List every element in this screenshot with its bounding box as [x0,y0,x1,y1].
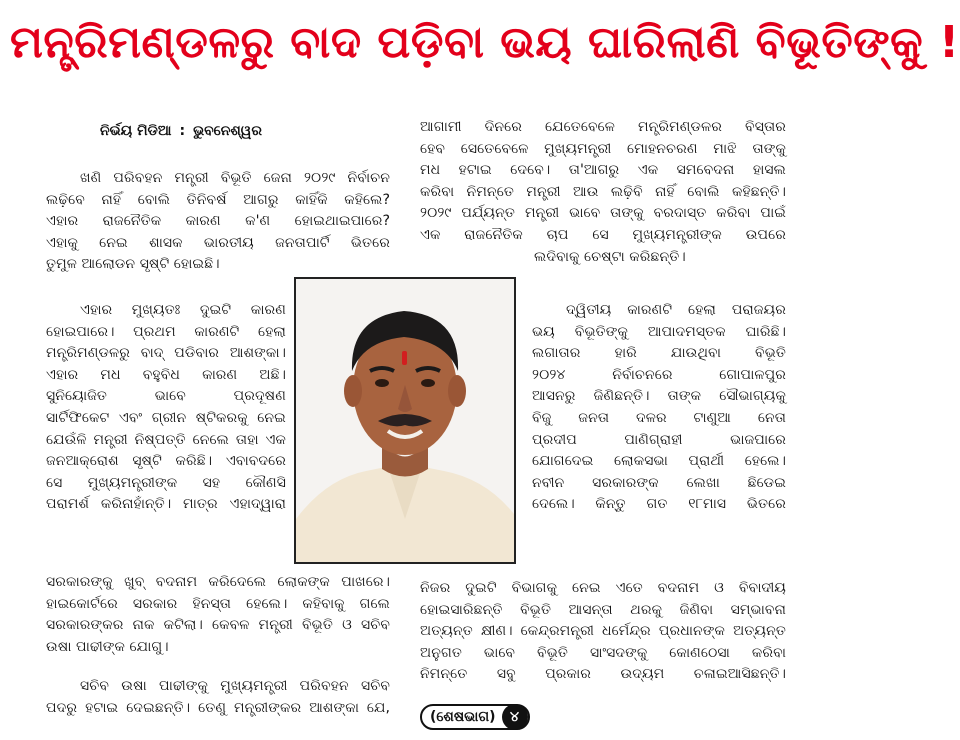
article-line: ନବୀନ ସରକାରଙ୍କ ଲେଖା ଛିଡେଇ [532,474,786,491]
article-line: ଖଣି ପରିବହନ ମନ୍ତ୍ରୀ ବିଭୂତି ଜେନା ୨୦୨୯ ନିର୍ବାଚନ [80,170,390,186]
article-line: ସରକାରଙ୍କୁ ଖୁବ୍ ବଦନାମ କରିଦେଲେ ଲୋକଙ୍କ ପାଖରେ। [46,574,390,590]
article-line: ହାଇକୋର୍ଟରେ ସରକାର ହିନସ୍ତା ହେଲେ। କହିବାକୁ ଗଲେ [46,595,390,612]
continued-page: ୪ [502,704,528,730]
left-column-top [46,168,390,276]
article-line: ଅତ୍ୟନ୍ତ କ୍ଷୀଣ। କେନ୍ଦ୍ରମନ୍ତ୍ରୀ ଧର୍ମେନ୍ଦ୍ର ପ୍ରଧାନଙ୍କ ଅତ୍ୟନ୍ତ [420,623,786,640]
article-line: ନିଜର ଦୁଇଟି ବିଭାଗକୁ ନେଇ ଏତେ ବଦନାମ ଓ ବିବାଦୀୟ [420,580,786,596]
article-line: ସେ ମୁଖ୍ୟମନ୍ତ୍ରୀଙ୍କ ସହ କୌଣସି [46,474,286,491]
article-line: ସରକାରଙ୍କର ନାକ କଟିଲା। କେବଳ ମନ୍ତ୍ରୀ ବିଭୂତି ଓ ସଚିବ [46,617,390,634]
byline-place: ଭୁବନେଶ୍ୱର [193,123,262,139]
article-line: କରିବା ନିମନ୍ତେ ମନ୍ତ୍ରୀ ଆଉ ଲଢ଼ିବି ନାହିଁ ବୋଲି କହିଛନ୍ତି। [420,183,786,200]
article-line: ପଦରୁ ହଟାଇ ଦେଇଛନ୍ତି। ତେଣୁ ମନ୍ତ୍ରୀଙ୍କର ଆଶଙ୍କା ଯେ, [46,699,390,716]
article-line: ହୋଇପାରେ। ପ୍ରଥମ କାରଣଟି ହେଲା [46,323,286,340]
right-column-top [420,117,786,268]
article-line: ପ୍ରଦୀପ ପାଣିଗ୍ରାହୀ ଭାଜପାରେ [532,431,786,448]
left-column-bottom [46,572,390,658]
article-line: ଦ୍ୱିତୀୟ କାରଣଟି ହେଲା ପରାଜୟର [566,302,786,318]
continued-badge: ( ଶେଷଭାଗ ) ୪ [420,704,530,730]
article-line: ତୁମୁଳ ଆଲୋଡନ ସୃଷ୍ଟି ହୋଇଛି। [46,256,220,273]
continued-marker [420,704,530,732]
article-line: ଏକ ରାଜନୈତିକ ଚାପ ସେ ମୁଖ୍ୟମନ୍ତ୍ରୀଙ୍କ ଉପରେ [420,226,786,243]
article-line: ଭୟ ବିଭୂତିଙ୍କୁ ଆପାଦମସ୍ତକ ଘାରିଛି। [532,323,786,340]
article-line: ଲଦିବାକୁ ଚେଷ୍ଟା କରିଛନ୍ତି। [534,248,686,265]
article-line: ଏହାକୁ ନେଇ ଶାସକ ଭାରତୀୟ ଜନତାପାର୍ଟି ଭିତରେ [46,234,390,251]
article-line: ହେବ ସେତେବେଳେ ମୁଖ୍ୟମନ୍ତ୍ରୀ ମୋହନଚରଣ ମାଝି ତାଙ୍କୁ [420,140,786,157]
byline-agency: ନିର୍ଭୟ ମିଡିଆ [100,123,172,139]
article-line: ଆଗାମୀ ଦିନରେ ଯେତେବେଳେ ମନ୍ତ୍ରିମଣ୍ଡଳର ବିସ୍ତାର [420,119,786,135]
article-line: ନିମନ୍ତେ ସବୁ ପ୍ରକାର ଉଦ୍ୟମ ଚଳାଇଆସିଛନ୍ତି। [420,666,786,683]
article-line: ଉଷା ପାଢୀଙ୍କ ଯୋଗୁ। [46,638,169,655]
left-column-mid [46,300,286,516]
article-line: ସୁନିୟୋଜିତ ଭାବେ ପ୍ରଦୂଷଣ [46,388,286,405]
article-line: ଆସନରୁ ଜିଣିଛନ୍ତି। ତାଙ୍କ ସୌଭାଗ୍ୟକୁ [532,388,786,405]
right-column-mid [532,300,786,516]
article-line: ଲଗାତାର ହାରି ଯାଉଥିବା ବିଭୂତି [532,345,786,362]
article-line: ସାର୍ଟିଫିକେଟ ଏବଂ ଗ୍ରୀନ ଷ୍ଟିକରକୁ ନେଇ [46,409,286,426]
byline-separator: : [179,123,186,139]
article-line: ଲଢ଼ିବେ ନାହିଁ ବୋଲି ତିନିବର୍ଷ ଆଗରୁ କାହିଁକି କହିଲେ? [46,191,390,208]
article-line: ମନ୍ତ୍ରିମଣ୍ଡଳରୁ ବାଦ୍ ପଡିବାର ଆଶଙ୍କା। [46,345,286,362]
article-line: ୨୦୨୪ ନିର୍ବାଚନରେ ଗୋପାଳପୁର [532,366,786,383]
portrait-icon [296,279,514,562]
headline: ମନ୍ତ୍ରିମଣ୍ଡଳରୁ ବାଦ ପଡ଼ିବା ଭୟ ଘାରିଲାଣି ବିଭୂତିଙ୍କୁ ! [10,17,960,68]
article-line: ଜନଆକ୍ରୋଶ ସୃଷ୍ଟି କରିଛି। ଏବାବଦରେ [46,453,286,470]
article-line: ମଧ ହଟାଇ ଦେବେ। ତା'ଆଗରୁ ଏକ ସମବେଦନା ହାସଲ [420,162,786,179]
article-line: ପରାମର୍ଶ କରିନାହାଁନ୍ତି। ମାତ୍ର ଏହାଦ୍ୱାରା [46,496,286,513]
article-line: ଅନୁଗତ ଭାବେ ବିଭୂତି ସାଂସଦଙ୍କୁ କୋଣଠେସା କରିବା [420,644,786,661]
byline [100,120,360,142]
portrait-photo [294,277,516,564]
article-line: ୨୦୨୯ ପର୍ଯ୍ୟନ୍ତ ମନ୍ତ୍ରୀ ଭାବେ ତାଙ୍କୁ ବରଦାସ୍ତ କରିବା ପାଇଁ [420,205,786,222]
article-line: ଯୋଗଦେଇ ଲୋକସଭା ପ୍ରାର୍ଥୀ ହେଲେ। [532,453,786,470]
article-line: ଏହାର ମୁଖ୍ୟତଃ ଦୁଇଟି କାରଣ [80,302,286,318]
article-line: ଏହାର ମଧ ବହୁବିଧ କାରଣ ଅଛି। [46,366,286,383]
article-line: ହୋଇସାରିଛନ୍ତି ବିଭୂତି ଆସନ୍ତା ଥରକୁ ଜିଣିବା ସମ୍ଭାବନା [420,601,786,618]
article-line: ବିଜୁ ଜନତା ଦଳର ଟାଣୁଆ ନେତା [532,409,786,426]
left-column-end [46,676,390,719]
article-line: ଦେଲେ। କିନ୍ତୁ ଗତ ୧୮ମାସ ଭିତରେ [532,496,786,513]
article-line: ଯେଉଁଳି ମନ୍ତ୍ରୀ ନିଷ୍ପତ୍ତି ନେଲେ ତାହା ଏକ [46,431,286,448]
right-column-bottom [420,578,786,686]
article-line: ଏହାର ରାଜନୈତିକ କାରଣ କ'ଣ ହୋଇଥାଇପାରେ? [46,213,390,230]
continued-label: ଶେଷଭାଗ [436,709,490,725]
article-line: ସଚିବ ଉଷା ପାଢୀଙ୍କୁ ମୁଖ୍ୟମନ୍ତ୍ରୀ ପରିବହନ ସଚିବ [80,678,390,694]
